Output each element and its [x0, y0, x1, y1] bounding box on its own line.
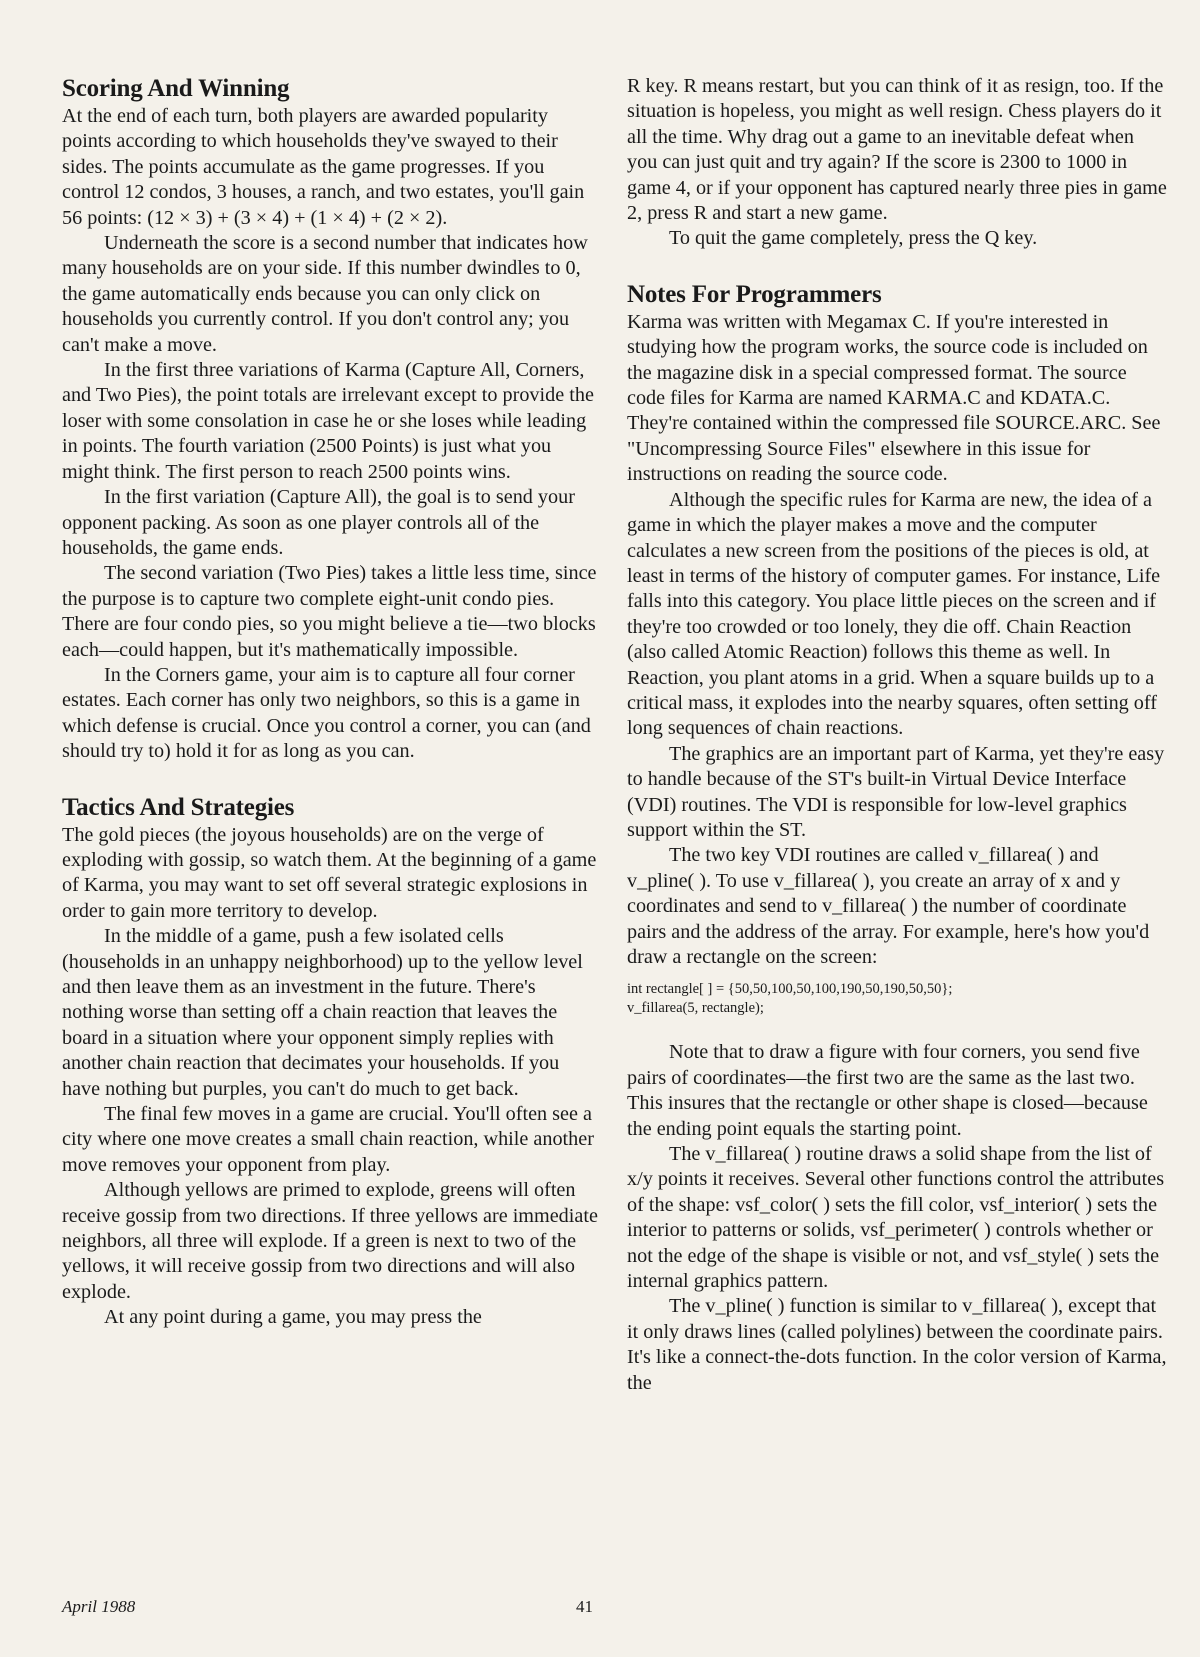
code-line: v_fillarea(5, rectangle); — [627, 1000, 764, 1017]
heading-notes-for-programmers: Notes For Programmers — [627, 280, 882, 308]
heading-tactics-and-strategies: Tactics And Strategies — [62, 793, 295, 821]
paragraph: At any point during a game, you may press the — [104, 1306, 482, 1329]
paragraph: In the Corners game, your aim is to capture all four corner estates. Each corner has only two neighbors, so this is a game in which defense is crucial. Once you control a corner, you can (and should try to) hold it for as long as you can. — [62, 663, 591, 763]
left-column — [62, 74, 602, 1331]
paragraph: In the first three variations of Karma (Capture All, Corners, and Two Pies), the point totals are irrelevant except to provide the loser with some consolation in case he or she loses while leading in points. The fourth variation (2500 Points) is just what you might think. The first person to reach 2500 points wins. — [62, 359, 594, 483]
code-listing — [627, 980, 1167, 1018]
paragraph: At the end of each turn, both players are awarded popularity points according to which households they've swayed to their sides. The points accumulate as the game progresses. If you control 12 condos, 3 houses, a ranch, and two estates, you'll gain 56 points: (12 × 3) + (3 × 4) + (1 × 4) + (2 × 2). — [62, 105, 585, 229]
paragraph: Although yellows are primed to explode, greens will often receive gossip from two directions. If three yellows are immediate neighbors, all three will explode. If a green is next to two of the yellows, it will receive gossip from two directions and will also explode. — [62, 1179, 598, 1303]
paragraph: In the first variation (Capture All), the goal is to send your opponent packing. As soon as one player controls all of the households, the game ends. — [62, 486, 575, 559]
paragraph: To quit the game completely, press the Q key. — [669, 227, 1038, 250]
heading-scoring-and-winning: Scoring And Winning — [62, 75, 290, 102]
right-column — [627, 74, 1167, 1396]
paragraph: The two key VDI routines are called v_fillarea( ) and v_pline( ). To use v_fillarea( ), you create an array of x and y coordinates and send to v_fillarea( ) the number of coordinate pairs and the address of the array. For example, here's how you'd draw a rectangle on the screen: — [627, 844, 1150, 968]
paragraph: Karma was written with Megamax C. If you're interested in studying how the program works, the source code is included on the magazine disk in a special compressed format. The source code files for Karma are named KARMA.C and KDATA.C. They're contained within the compressed file SOURCE.ARC. See "Uncompressing Source Files" elsewhere in this issue for instructions on reading the source code. — [627, 310, 1161, 486]
page-number: 41 — [576, 1597, 593, 1616]
paragraph: In the middle of a game, push a few isolated cells (households in an unhappy neighborhood) up to the yellow level and then leave them as an investment in the future. There's nothing worse than setting off a chain reaction that leaves the board in a situation where your opponent simply replies with another chain reaction that decimates your households. If you have nothing but purples, you can't do much to get back. — [62, 925, 583, 1100]
issue-date: April 1988 — [62, 1597, 136, 1616]
paragraph: The gold pieces (the joyous households) are on the verge of exploding with gossip, so watch them. At the beginning of a game of Karma, you may want to set off several strategic explosions in order to gain more territory to develop. — [62, 823, 597, 922]
paragraph: The final few moves in a game are crucial. You'll often see a city where one move creates a small chain reaction, while another move removes your opponent from play. — [62, 1103, 594, 1176]
paragraph: Underneath the score is a second number that indicates how many households are on your side. If this number dwindles to 0, the game automatically ends because you can only click on households you currently control. If you don't control any; you can't make a move. — [62, 232, 588, 356]
paragraph: R key. R means restart, but you can think of it as resign, too. If the situation is hopeless, you might as well resign. Chess players do it all the time. Why drag out a game to an inevitable defeat when you can just quit and try again? If the score is 2300 to 1000 in game 4, or if your opponent has captured nearly three pies in game 2, press R and start a new game. — [627, 75, 1167, 225]
paragraph: Note that to draw a figure with four corners, you send five pairs of coordinates—the first two are the same as the last two. This insures that the rectangle or other shape is closed—because the ending point equals the starting point. — [627, 1041, 1148, 1140]
paragraph: The graphics are an important part of Karma, yet they're easy to handle because of the ST's built-in Virtual Device Interface (VDI) routines. The VDI is responsible for low-level graphics support within the ST. — [627, 742, 1165, 841]
paragraph: Although the specific rules for Karma are new, the idea of a game in which the player makes a move and the computer calculates a new screen from the positions of the pieces is old, at least in terms of the history of computer games. For instance, Life falls into this category. You place little pieces on the screen and if they're too crowded or too lonely, they die off. Chain Reaction (also called Atomic Reaction) follows this theme as well. In Reaction, you plant atoms in a grid. When a square builds up to a critical mass, it explodes into the nearby squares, often setting off long sequences of chain reactions. — [627, 488, 1161, 740]
code-line: int rectangle[ ] = {50,50,100,50,100,190,50,190,50,50}; — [627, 981, 953, 998]
paragraph: The v_pline( ) function is similar to v_fillarea( ), except that it only draws lines (called polylines) between the coordinate pairs. It's like a connect-the-dots function. In the color version of Karma, the — [627, 1295, 1167, 1394]
paragraph: The second variation (Two Pies) takes a little less time, since the purpose is to capture two complete eight-unit condo pies. There are four condo pies, so you might believe a tie—two blocks each—could happen, but it's mathematically impossible. — [62, 562, 597, 661]
paragraph: The v_fillarea( ) routine draws a solid shape from the list of x/y points it receives. Several other functions control the attributes of the shape: vsf_color( ) sets the fill color, vsf_interior( ) sets the interior to patterns or solids, vsf_perimeter( ) controls whether or not the edge of the shape is visible or not, and vsf_style( ) sets the internal graphics pattern. — [627, 1143, 1165, 1293]
